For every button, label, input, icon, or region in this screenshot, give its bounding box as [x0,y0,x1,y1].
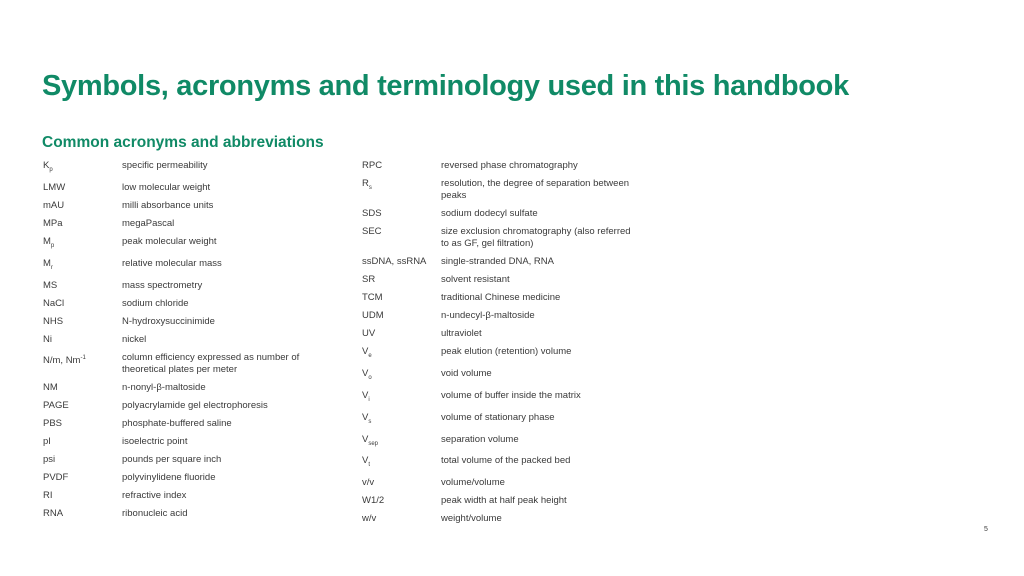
acronym-row [362,160,641,172]
acronym-term [362,412,441,428]
acronym-row [43,436,327,448]
acronym-term [43,316,122,328]
acronym-text: LMW [43,181,66,193]
acronym-text: v/v [362,477,375,489]
acronym-definition: reversed phase chromatography [441,160,578,171]
acronym-term [362,328,441,340]
acronym-term [362,390,441,406]
acronym-row [362,226,641,250]
acronym-definition: polyvinylidene fluoride [122,471,216,483]
acronym-row [43,280,327,292]
acronym-definition: separation volume [441,433,519,445]
acronym-text: Ni [43,333,52,345]
acronym-text: psi [43,453,56,465]
acronym-text: PAGE [43,399,69,411]
acronym-subscript: sep [368,440,379,447]
acronym-definition: column efficiency expressed as number of theoretical plates per meter [122,351,300,375]
acronym-row [43,218,327,230]
acronym-term [362,434,441,450]
acronym-term [362,178,441,202]
acronym-row [362,513,641,525]
acronym-subscript: s [368,184,372,191]
acronym-term [362,256,441,268]
acronym-definition: refractive index [122,489,187,501]
acronym-definition: ribonucleic acid [122,507,188,519]
acronym-text: NM [43,381,58,393]
acronym-text: V [362,455,369,467]
acronym-row [362,412,641,428]
acronym-row [362,455,641,471]
acronym-row [43,490,327,502]
acronym-text: w/v [362,513,377,525]
acronym-definition: peak elution (retention) volume [441,346,572,357]
acronym-definition: ultraviolet [441,328,482,339]
acronym-term [362,160,441,172]
acronym-definition: relative molecular mass [122,257,222,269]
acronym-definition: polyacrylamide gel electrophoresis [122,399,268,411]
acronym-definition: phosphate-buffered saline [122,417,232,429]
acronym-term [362,346,441,362]
acronym-subscript: p [50,242,55,249]
acronym-row [362,477,641,489]
acronym-term [43,400,122,412]
acronym-subscript: t [368,462,371,469]
acronym-row [362,368,641,384]
acronym-subscript: p [49,166,53,173]
acronym-text: TCM [362,292,383,303]
acronym-list-left [43,160,327,526]
acronym-term [43,334,122,346]
acronym-row [43,418,327,430]
acronym-row [43,472,327,484]
acronym-term [362,368,441,384]
acronym-row [43,382,327,394]
acronym-definition: peak molecular weight [122,235,217,247]
acronym-term [43,200,122,212]
acronym-term [43,472,122,484]
acronym-text: RNA [43,507,64,519]
acronym-definition: sodium chloride [122,297,189,309]
acronym-subscript: r [50,264,53,271]
acronym-term [362,310,441,322]
acronym-text: V [362,367,369,379]
acronym-definition: pounds per square inch [122,453,222,465]
acronym-row [43,200,327,212]
acronym-definition: void volume [441,367,492,379]
acronym-definition: milli absorbance units [122,199,214,211]
page-title: Symbols, acronyms and terminology used in this handbook [42,70,849,102]
acronym-subscript: i [368,396,370,403]
acronym-definition: mass spectrometry [122,279,203,291]
acronym-row [362,328,641,340]
acronym-definition: solvent resistant [441,274,510,285]
acronym-definition: total volume of the packed bed [441,455,571,467]
acronym-definition: megaPascal [122,217,175,229]
acronym-term [362,513,441,525]
acronym-term [43,182,122,194]
acronym-row [362,346,641,362]
acronym-term [362,495,441,507]
acronym-row [43,236,327,252]
acronym-text: ssDNA, ssRNA [362,256,427,267]
acronym-text: W1/2 [362,495,385,507]
acronym-term [362,208,441,220]
acronym-row [362,274,641,286]
acronym-text: SR [362,274,376,285]
acronym-definition: volume of stationary phase [441,411,555,423]
acronym-row [362,178,641,202]
acronym-definition: sodium dodecyl sulfate [441,208,538,219]
acronym-subscript: o [368,374,372,381]
acronym-term [43,418,122,430]
acronym-term [43,454,122,466]
acronym-row [43,298,327,310]
acronym-row [43,352,327,376]
acronym-term [43,490,122,502]
acronym-definition: weight/volume [441,513,502,525]
acronym-term [43,258,122,274]
acronym-subscript: s [368,418,372,425]
acronym-text: M [43,257,51,269]
acronym-text: RI [43,489,53,501]
acronym-text: V [362,389,369,401]
acronym-definition: volume of buffer inside the matrix [441,389,581,401]
acronym-text: V [362,411,369,423]
acronym-text: K [43,160,50,171]
acronym-definition: isoelectric point [122,435,188,447]
acronym-text: NHS [43,315,64,327]
section-subtitle: Common acronyms and abbreviations [42,134,324,151]
acronym-term [362,292,441,304]
acronym-definition: size exclusion chromatography (also referred to as GF, gel filtration) [441,226,631,249]
acronym-term [43,508,122,520]
acronym-row [43,454,327,466]
acronym-definition: specific permeability [122,160,208,171]
acronym-text: V [362,346,369,357]
acronym-definition: traditional Chinese medicine [441,292,561,303]
acronym-term [362,226,441,250]
acronym-text: SEC [362,226,382,237]
acronym-definition: nickel [122,333,147,345]
acronym-text: R [362,178,369,189]
acronym-term [43,298,122,310]
acronym-term [362,274,441,286]
acronym-row [43,258,327,274]
acronym-definition: resolution, the degree of separation between peaks [441,178,630,201]
acronym-term [43,436,122,448]
acronym-definition: single-stranded DNA, RNA [441,256,554,267]
acronym-text: RPC [362,160,383,171]
acronym-definition: n-nonyl-β-maltoside [122,381,206,393]
acronym-row [43,400,327,412]
acronym-text: MS [43,279,58,291]
acronym-row [362,390,641,406]
acronym-term [43,236,122,252]
acronym-definition: n-undecyl-β-maltoside [441,310,535,321]
acronym-row [362,495,641,507]
acronym-text: UV [362,328,376,339]
acronym-list-right [362,160,641,531]
acronym-text: PBS [43,417,63,429]
acronym-row [362,208,641,220]
acronym-row [43,316,327,328]
acronym-definition: N-hydroxysuccinimide [122,315,215,327]
acronym-term [43,280,122,292]
acronym-row [43,508,327,520]
acronym-row [43,182,327,194]
acronym-term [362,477,441,489]
acronym-definition: low molecular weight [122,181,211,193]
acronym-text: PVDF [43,471,69,483]
acronym-row [362,256,641,268]
acronym-term [43,352,122,376]
acronym-term [43,218,122,230]
acronym-superscript: -1 [80,354,86,361]
page-number: 5 [984,526,988,533]
acronym-term [43,382,122,394]
acronym-text: N/m, Nm [43,354,81,366]
acronym-text: V [362,433,369,445]
acronym-row [43,334,327,346]
acronym-definition: peak width at half peak height [441,495,567,507]
acronym-term [362,455,441,471]
acronym-text: M [43,235,51,247]
acronym-subscript: e [368,352,372,359]
acronym-row [362,434,641,450]
acronym-definition: volume/volume [441,477,505,489]
acronym-term [43,160,122,176]
acronym-text: mAU [43,199,65,211]
acronym-row [362,292,641,304]
acronym-text: MPa [43,217,63,229]
acronym-text: UDM [362,310,384,321]
acronym-text: pI [43,435,51,447]
acronym-row [362,310,641,322]
acronym-text: SDS [362,208,382,219]
acronym-row [43,160,327,176]
acronym-text: NaCl [43,297,65,309]
